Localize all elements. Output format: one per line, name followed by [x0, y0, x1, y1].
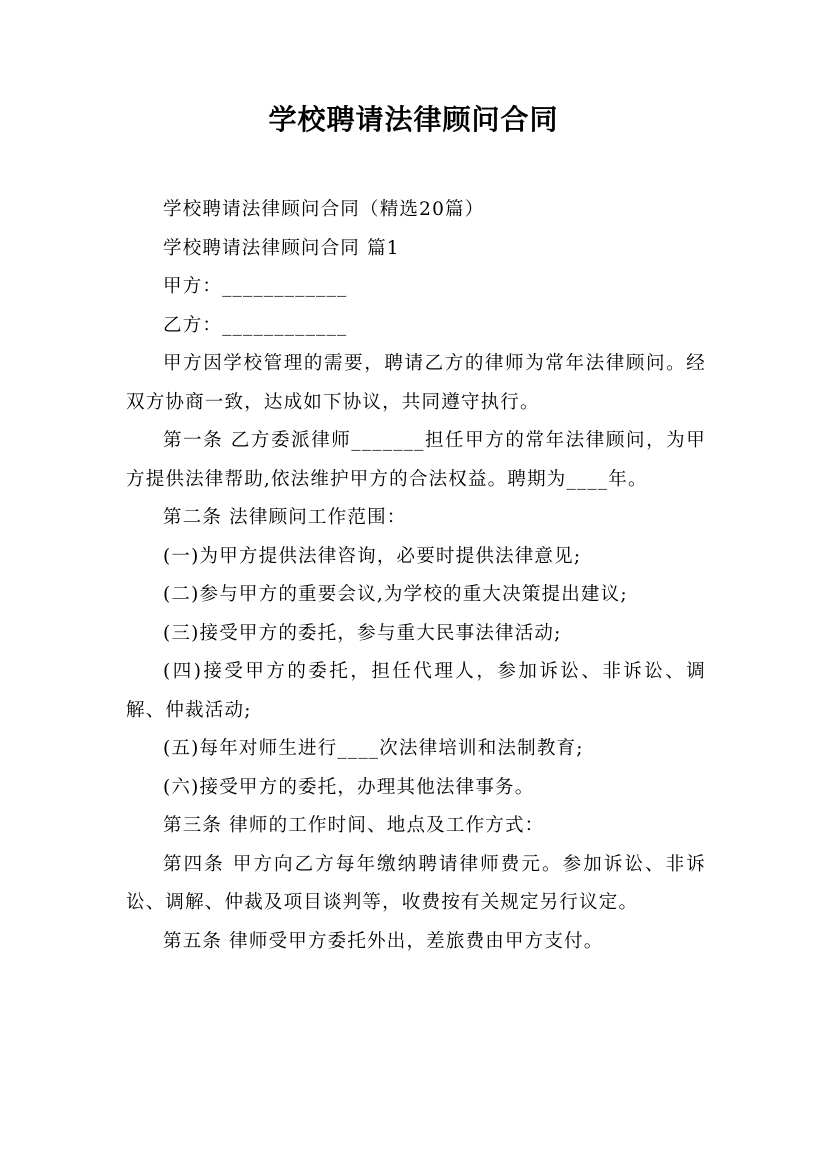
paragraph-article-2: 第二条 法律顾问工作范围： [163, 507, 407, 528]
paragraph-article-3: 第三条 律师的工作时间、地点及工作方式： [163, 815, 545, 836]
paragraph-item-2: (二)参与甲方的重要会议,为学校的重大决策提出建议; [163, 584, 628, 605]
paragraph-article-5: 第五条 律师受甲方委托外出，差旅费由甲方支付。 [163, 930, 604, 952]
paragraph-preamble: 甲方因学校管理的需要，聘请乙方的律师为常年法律顾问。经双方协商一致，达成如下协议，共同遵守执行。 [126, 353, 706, 413]
paragraph-item-5: (五)每年对师生进行____次法律培训和法制教育; [163, 738, 584, 759]
paragraph-item-1: (一)为甲方提供法律咨询，必要时提供法律意见; [163, 545, 582, 567]
paragraph-item-6: (六)接受甲方的委托，办理其他法律事务。 [163, 776, 535, 798]
paragraph-party-a: 甲方：____________ [163, 276, 348, 297]
paragraph-article-4: 第四条 甲方向乙方每年缴纳聘请律师费元。参加诉讼、非诉讼、调解、仲裁及项目谈判等，收费按有关规定另行议定。 [126, 853, 706, 913]
document-title: 学校聘请法律顾问合同 [268, 103, 559, 136]
document-body [126, 191, 706, 961]
paragraph-party-b: 乙方：____________ [163, 314, 348, 336]
paragraph-subtitle: 学校聘请法律顾问合同（精选20篇） [163, 199, 485, 220]
paragraph-section-heading: 学校聘请法律顾问合同 篇1 [163, 237, 400, 259]
paragraph-item-3: (三)接受甲方的委托，参与重大民事法律活动; [163, 622, 562, 644]
paragraph-article-1: 第一条 乙方委派律师_______担任甲方的常年法律顾问，为甲方提供法律帮助,依法维护甲方的合法权益。聘期为____年。 [126, 430, 706, 490]
paragraph-item-4: (四)接受甲方的委托，担任代理人，参加诉讼、非诉讼、调解、仲裁活动; [126, 661, 706, 721]
